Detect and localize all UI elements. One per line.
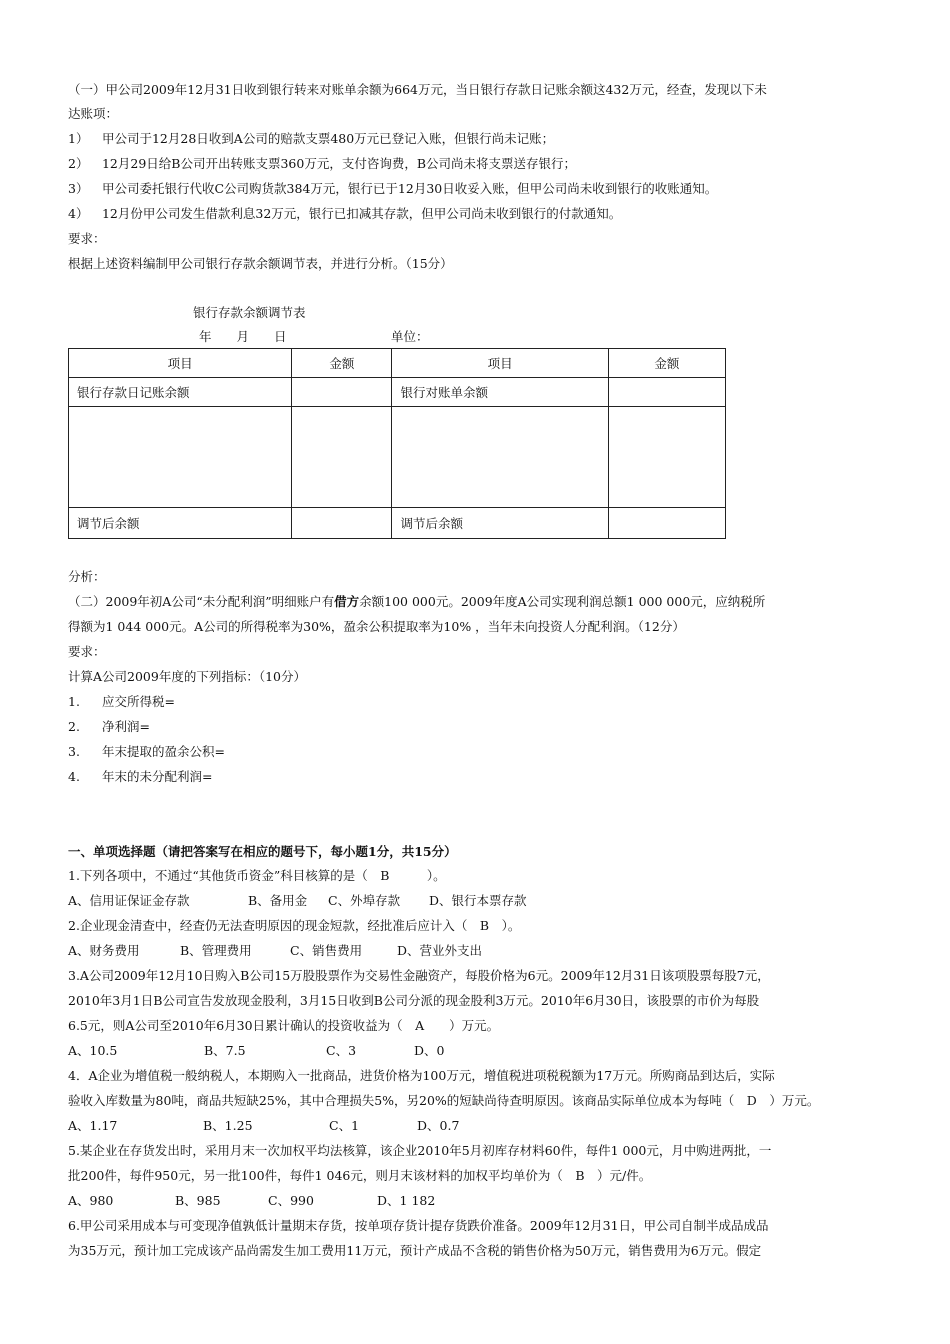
adjustment-amounts-right[interactable]	[608, 407, 725, 508]
option[interactable]: A、10.5	[68, 1043, 118, 1058]
adjusted-balance-left-label: 调节后余额	[69, 508, 292, 539]
adjustment-amounts-left[interactable]	[292, 407, 392, 508]
adjusted-balance-right-label: 调节后余额	[392, 508, 608, 539]
adjusted-balance-right-amount[interactable]	[608, 508, 725, 539]
book-balance-amount[interactable]	[292, 378, 392, 407]
item-number: 1.	[68, 694, 80, 709]
option[interactable]: A、财务费用	[68, 943, 140, 958]
analysis-label: 分析：	[68, 569, 106, 584]
item-text: 应交所得税=	[101, 694, 175, 709]
bank-balance-amount[interactable]	[608, 378, 725, 407]
question-2: 2.企业现金清查中，经查仍无法查明原因的现金短款，经批准后应计入（ B ）。	[68, 918, 521, 933]
question-4-line2: 验收入库数量为80吨，商品共短缺25%，其中合理损失5%，另20%的短缺尚待查明原因。该商品实际单位成本为每吨（ D ）万元。	[68, 1093, 820, 1108]
question-6-line1: 6.甲公司采用成本与可变现净值孰低计量期末存货，按单项存货计提存货跌价准备。2009年12月31日，甲公司自制半成品成品	[68, 1218, 769, 1233]
option[interactable]: B、7.5	[204, 1043, 246, 1058]
header-cell: 金额	[608, 349, 725, 378]
option[interactable]: D、1 182	[377, 1193, 436, 1208]
question-3-line3: 6.5元，则A公司至2010年6月30日累计确认的投资收益为（ A ）万元。	[68, 1018, 500, 1033]
item-number: 2）	[68, 156, 89, 171]
option[interactable]: D、银行本票存款	[429, 893, 527, 908]
item-number: 3.	[68, 744, 80, 759]
item-number: 4）	[68, 206, 89, 221]
question-4-line1: 4．A企业为增值税一般纳税人，本期购入一批商品，进货价格为100万元，增值税进项税税额为17万元。所购商品到达后，实际	[68, 1068, 775, 1083]
book-balance-label: 银行存款日记账余额	[69, 378, 292, 407]
part1-intro-line1: （一）甲公司2009年12月31日收到银行转来对账单余额为664万元，当日银行存款日记账余额这432万元，经查，发现以下未	[68, 82, 767, 97]
option[interactable]: C、3	[326, 1043, 357, 1058]
header-cell: 金额	[292, 349, 392, 378]
item-number: 1）	[68, 131, 89, 146]
adjusted-balance-left-amount[interactable]	[292, 508, 392, 539]
question-6-line2: 为35万元，预计加工完成该产品尚需发生加工费用11万元，预计产成品不含税的销售价格为50万元，销售费用为6万元。假定	[68, 1243, 762, 1258]
item-text: 年末提取的盈余公积=	[101, 744, 225, 759]
part2-requirement-label: 要求：	[68, 644, 106, 659]
option[interactable]: C、990	[268, 1193, 314, 1208]
reconciliation-table	[68, 348, 726, 539]
adjustment-items-right[interactable]	[392, 407, 608, 508]
part1-requirement-label: 要求：	[68, 231, 106, 246]
table-unit: 单位：	[391, 329, 429, 344]
part2-calc-text: 计算A公司2009年度的下列指标：（10分）	[68, 669, 306, 684]
option[interactable]: C、销售费用	[290, 943, 363, 958]
item-text: 甲公司委托银行代收C公司购货款384万元，银行已于12月30日收妥入账，但甲公司尚未收到银行的收账通知。	[101, 181, 718, 196]
part1-intro-line2: 达账项：	[68, 106, 119, 121]
item-text: 净利润=	[101, 719, 150, 734]
part2-item	[68, 694, 175, 710]
part2-line2: 得额为1 044 000元。A公司的所得税率为30%，盈余公积提取率为10% ，当年未向投资人分配利润。（12分）	[68, 619, 685, 634]
part1-item	[68, 131, 554, 147]
option[interactable]: C、1	[329, 1118, 360, 1133]
part1-item	[68, 206, 621, 222]
question-1: 1.下列各项中，不通过“其他货币资金”科目核算的是（ B ）。	[68, 868, 446, 883]
table-date: 年 月 日	[199, 329, 287, 344]
section-heading: 一、单项选择题（请把答案写在相应的题号下，每小题1分，共15分）	[68, 844, 457, 859]
item-text: 12月29日给B公司开出转账支票360万元，支付咨询费，B公司尚未将支票送存银行；	[101, 156, 577, 171]
option[interactable]: C、外埠存款	[328, 893, 401, 908]
part2-line1	[68, 594, 765, 610]
option[interactable]: A、信用证保证金存款	[68, 893, 190, 908]
part1-item	[68, 181, 717, 197]
item-number: 3）	[68, 181, 89, 196]
part2-item	[68, 744, 225, 760]
question-5-line1: 5.某企业在存货发出时，采用月末一次加权平均法核算，该企业2010年5月初库存材料60件，每件1 000元，月中购进两批，一	[68, 1143, 772, 1158]
part2-item	[68, 719, 150, 735]
option[interactable]: B、管理费用	[180, 943, 252, 958]
item-number: 4.	[68, 769, 80, 784]
adjustment-items-left[interactable]	[69, 407, 292, 508]
part2-line1-bold: 借方	[334, 594, 360, 609]
part2-line1-a: （二）2009年初A公司“未分配利润”明细账户有	[68, 594, 335, 609]
option[interactable]: A、1.17	[68, 1118, 118, 1133]
option[interactable]: B、985	[175, 1193, 221, 1208]
part1-item	[68, 156, 576, 172]
option[interactable]: D、0.7	[417, 1118, 460, 1133]
item-number: 2.	[68, 719, 80, 734]
option[interactable]: D、营业外支出	[397, 943, 483, 958]
header-cell: 项目	[69, 349, 292, 378]
option[interactable]: D、0	[414, 1043, 445, 1058]
table-row	[69, 508, 726, 539]
item-text: 年末的未分配利润=	[101, 769, 213, 784]
bank-balance-label: 银行对账单余额	[392, 378, 608, 407]
part1-requirement-text: 根据上述资料编制甲公司银行存款余额调节表，并进行分析。（15分）	[68, 256, 453, 271]
part2-item	[68, 769, 212, 785]
table-title: 银行存款余额调节表	[193, 305, 306, 320]
table-header-row	[69, 349, 726, 378]
option[interactable]: A、980	[68, 1193, 114, 1208]
question-3-line2: 2010年3月1日B公司宣告发放现金股利，3月15日收到B公司分派的现金股利3万元。2010年6月30日，该股票的市价为每股	[68, 993, 760, 1008]
table-row	[69, 407, 726, 508]
item-text: 甲公司于12月28日收到A公司的赔款支票480万元已登记入账，但银行尚未记账；	[101, 131, 555, 146]
table-row	[69, 378, 726, 407]
item-text: 12月份甲公司发生借款利息32万元，银行已扣减其存款，但甲公司尚未收到银行的付款通知。	[101, 206, 622, 221]
question-3-line1: 3.A公司2009年12月10日购入B公司15万股股票作为交易性金融资产，每股价格为6元。2009年12月31日该项股票每股7元，	[68, 968, 770, 983]
question-5-line2: 批200件，每件950元，另一批100件，每件1 046元，则月末该材料的加权平均单价为（ B ）元/件。	[68, 1168, 652, 1183]
part2-line1-b: 余额100 000元。2009年度A公司实现利润总额1 000 000元，应纳税所	[359, 594, 766, 609]
option[interactable]: B、1.25	[203, 1118, 253, 1133]
header-cell: 项目	[392, 349, 608, 378]
option[interactable]: B、备用金	[248, 893, 308, 908]
